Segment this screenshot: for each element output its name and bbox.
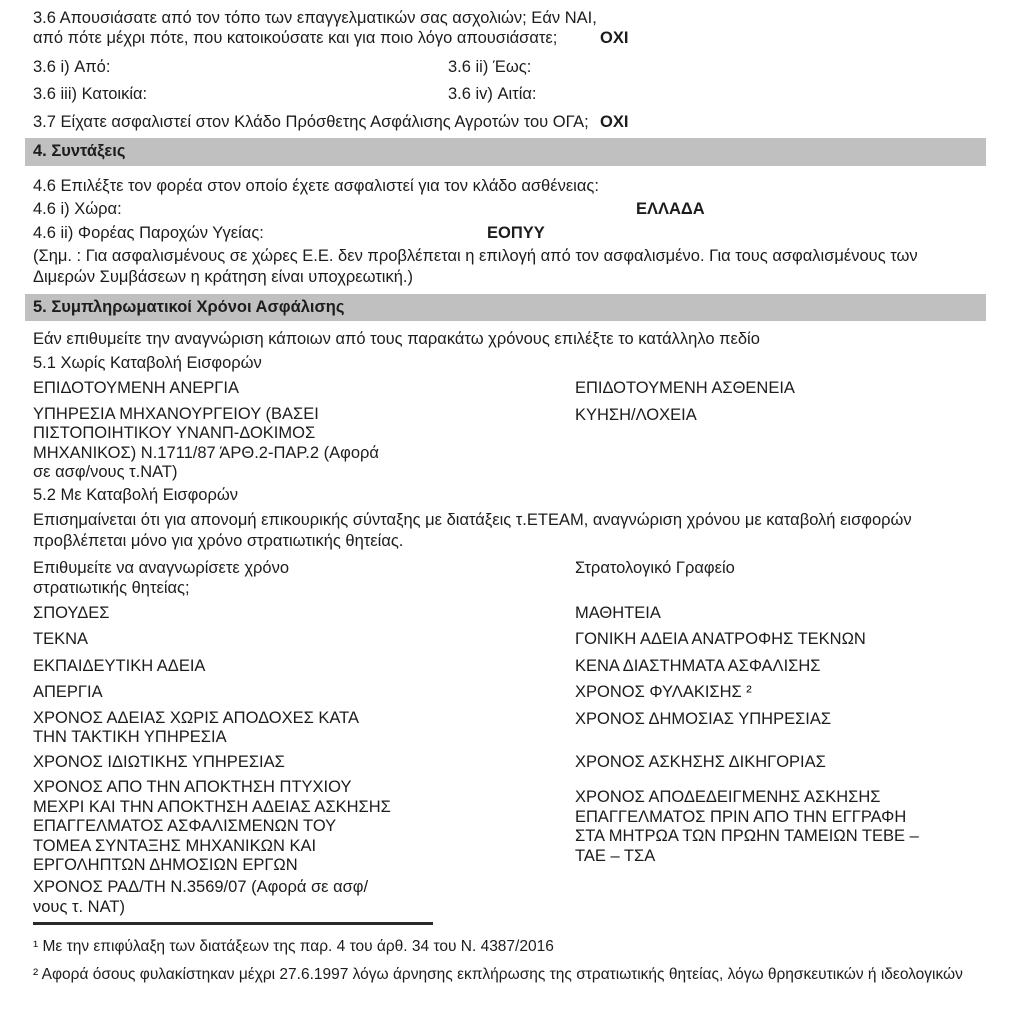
option-row [25, 778, 986, 875]
question-4-6-label: 4.6 Επιλέξτε τον φορέα στον οποίο έχετε ασφαλιστεί για τον κλάδο ασθένειας: [33, 176, 599, 195]
option-label: ΧΡΟΝΟΣ ΔΗΜΟΣΙΑΣ ΥΠΗΡΕΣΙΑΣ [575, 709, 832, 728]
section-5-1-label: 5.1 Χωρίς Καταβολή Εισφορών [33, 353, 262, 372]
military-office-label: Στρατολογικό Γραφείο [575, 559, 735, 578]
footnote-1: ¹ Με την επιφύλαξη των διατάξεων της παρ. 4 του άρθ. 34 του Ν. 4387/2016 [33, 938, 554, 956]
field-3-6-iii-label: 3.6 iii) Κατοικία: [33, 85, 148, 104]
option-row [25, 878, 986, 917]
fields-3-6-iii-iv-row [25, 84, 986, 104]
section-5-2-label: 5.2 Με Καταβολή Εισφορών [33, 485, 238, 504]
answer-4-6-ii: ΕΟΠΥΥ [487, 223, 545, 242]
option-label: ΑΠΕΡΓΙΑ [33, 683, 103, 702]
fields-3-6-i-ii-row [25, 57, 986, 77]
option-label: ΜΑΘΗΤΕΙΑ [575, 603, 661, 622]
option-label: ΚΥΗΣΗ/ΛΟΧΕΙΑ [575, 405, 697, 424]
option-row [25, 656, 986, 676]
option-label: ΓΟΝΙΚΗ ΑΔΕΙΑ ΑΝΑΤΡΟΦΗΣ ΤΕΚΝΩΝ [575, 630, 866, 649]
option-label: ΧΡΟΝΟΣ ΑΔΕΙΑΣ ΧΩΡΙΣ ΑΠΟΔΟΧΕΣ ΚΑΤΑ ΤΗΝ ΤΑΚΤΙΚΗ ΥΠΗΡΕΣΙΑ [33, 708, 359, 747]
option-label: ΧΡΟΝΟΣ ΑΠΟΔΕΔΕΙΓΜΕΝΗΣ ΑΣΚΗΣΗΣ ΕΠΑΓΓΕΛΜΑΤΟΣ ΠΡΙΝ ΑΠΟ ΤΗΝ ΕΓΓΡΑΦΗ ΣΤΑ ΜΗΤΡΩΑ ΤΩΝ ΠΡΩΗΝ ΤΑΜΕΙΩΝ ΤΕΒΕ – ΤΑΕ – ΤΣΑ [575, 788, 919, 865]
option-row [25, 603, 986, 623]
option-label: ΕΠΙΔΟΤΟΥΜΕΝΗ ΑΝΕΡΓΙΑ [33, 379, 239, 398]
option-label: ΧΡΟΝΟΣ ΙΔΙΩΤΙΚΗΣ ΥΠΗΡΕΣΙΑΣ [33, 752, 285, 771]
answer-3-7: ΟΧΙ [600, 112, 629, 131]
field-4-6-i-row [25, 199, 986, 219]
field-3-6-iv-label: 3.6 iv) Αιτία: [448, 85, 537, 104]
answer-3-6: ΟΧΙ [600, 29, 629, 48]
option-label: ΧΡΟΝΟΣ ΦΥΛΑΚΙΣΗΣ ² [575, 683, 752, 702]
field-3-6-ii-label: 3.6 ii) Έως: [448, 57, 532, 76]
option-row [25, 405, 986, 483]
option-label: ΧΡΟΝΟΣ ΑΠΟ ΤΗΝ ΑΠΟΚΤΗΣΗ ΠΤΥΧΙΟΥ ΜΕΧΡΙ ΚΑΙ ΤΗΝ ΑΠΟΚΤΗΣΗ ΑΔΕΙΑΣ ΑΣΚΗΣΗΣ ΕΠΑΓΓΕΛΜΑΤΟΣ ΑΣΦΑΛΙΣΜΕΝΩΝ ΤΟΥ ΤΟΜΕΑ ΣΥΝΤΑΞΗΣ ΜΗΧΑΝΙΚΩΝ ΚΑΙ ΕΡΓΟΛΗΠΤΩΝ ΔΗΜΟΣΙΩΝ ΕΡΓΩΝ [33, 778, 391, 875]
option-label: ΧΡΟΝΟΣ ΑΣΚΗΣΗΣ ΔΙΚΗΓΟΡΙΑΣ [575, 752, 826, 771]
section-5-2-note: Επισημαίνεται ότι για απονομή επικουρικής σύνταξης με διατάξεις τ.ΕΤΕΑΜ, αναγνώριση χρόνου με καταβολή εισφορών προβλέπεται μόνο για χρόνο στρατιωτικής θητείας. [33, 511, 912, 550]
field-4-6-ii-label: 4.6 ii) Φορέας Παροχών Υγείας: [33, 223, 264, 242]
question-3-6-row [25, 8, 986, 49]
option-row [25, 752, 986, 772]
footnote-separator [33, 922, 433, 925]
question-3-7-row [25, 112, 986, 132]
section-5-header: 5. Συμπληρωματικοί Χρόνοι Ασφάλισης [25, 294, 986, 321]
answer-4-6-i: ΕΛΛΑΔΑ [636, 200, 705, 219]
military-service-question: Επιθυμείτε να αναγνωρίσετε χρόνο στρατιωτικής θητείας; [33, 559, 290, 598]
field-4-6-ii-row [25, 223, 986, 243]
option-label: ΕΠΙΔΟΤΟΥΜΕΝΗ ΑΣΘΕΝΕΙΑ [575, 379, 795, 398]
military-service-row [25, 558, 986, 599]
option-label [575, 878, 937, 917]
option-row [25, 682, 986, 702]
question-3-7-label: 3.7 Είχατε ασφαλιστεί στον Κλάδο Πρόσθετης Ασφάλισης Αγροτών του ΟΓΑ; [33, 112, 589, 131]
option-label: ΣΠΟΥΔΕΣ [33, 603, 110, 622]
section-4-header: 4. Συντάξεις [25, 138, 986, 165]
option-label: ΕΚΠΑΙΔΕΥΤΙΚΗ ΑΔΕΙΑ [33, 656, 206, 675]
field-3-6-i-label: 3.6 i) Από: [33, 57, 111, 76]
option-row [25, 709, 986, 748]
option-label: ΚΕΝΑ ΔΙΑΣΤΗΜΑΤΑ ΑΣΦΑΛΙΣΗΣ [575, 656, 821, 675]
question-3-6-label: 3.6 Απουσιάσατε από τον τόπο των επαγγελματικών σας ασχολιών; Εάν ΝΑΙ, από πότε μέχρι πότε, που κατοικούσατε και για ποιο λόγο απουσιάσατε; [33, 9, 597, 48]
option-label: ΤΕΚΝΑ [33, 630, 89, 649]
option-row [25, 378, 986, 398]
section-4-note: (Σημ. : Για ασφαλισμένους σε χώρες Ε.Ε. δεν προβλέπεται η επιλογή από τον ασφαλισμένο. Για τους ασφαλισμένους των Διμερών Συμβάσεων η κράτηση είναι υποχρεωτική.) [33, 247, 918, 286]
option-row [25, 629, 986, 649]
option-label: ΥΠΗΡΕΣΙΑ ΜΗΧΑΝΟΥΡΓΕΙΟΥ (ΒΑΣΕΙ ΠΙΣΤΟΠΟΙΗΤΙΚΟΥ ΥΝΑΝΠ-ΔΟΚΙΜΟΣ ΜΗΧΑΝΙΚΟΣ) Ν.1711/87 ΆΡΘ.2-ΠΑΡ.2 (Αφορά σε ασφ/νους τ.ΝΑΤ) [33, 404, 379, 482]
footnote-2: ² Αφορά όσους φυλακίστηκαν μέχρι 27.6.1997 λόγω άρνησης εκπλήρωσης της στρατιωτικής θητείας, λόγω θρησκευτικών ή ιδεολογικών [33, 965, 963, 983]
option-label: ΧΡΟΝΟΣ ΡΑΔ/ΤΗ Ν.3569/07 (Αφορά σε ασφ/νους τ. ΝΑΤ) [33, 878, 369, 916]
field-4-6-i-label: 4.6 i) Χώρα: [33, 200, 122, 219]
section-5-intro: Εάν επιθυμείτε την αναγνώριση κάποιων από τους παρακάτω χρόνους επιλέξτε το κατάλληλο πεδίο [33, 330, 760, 349]
